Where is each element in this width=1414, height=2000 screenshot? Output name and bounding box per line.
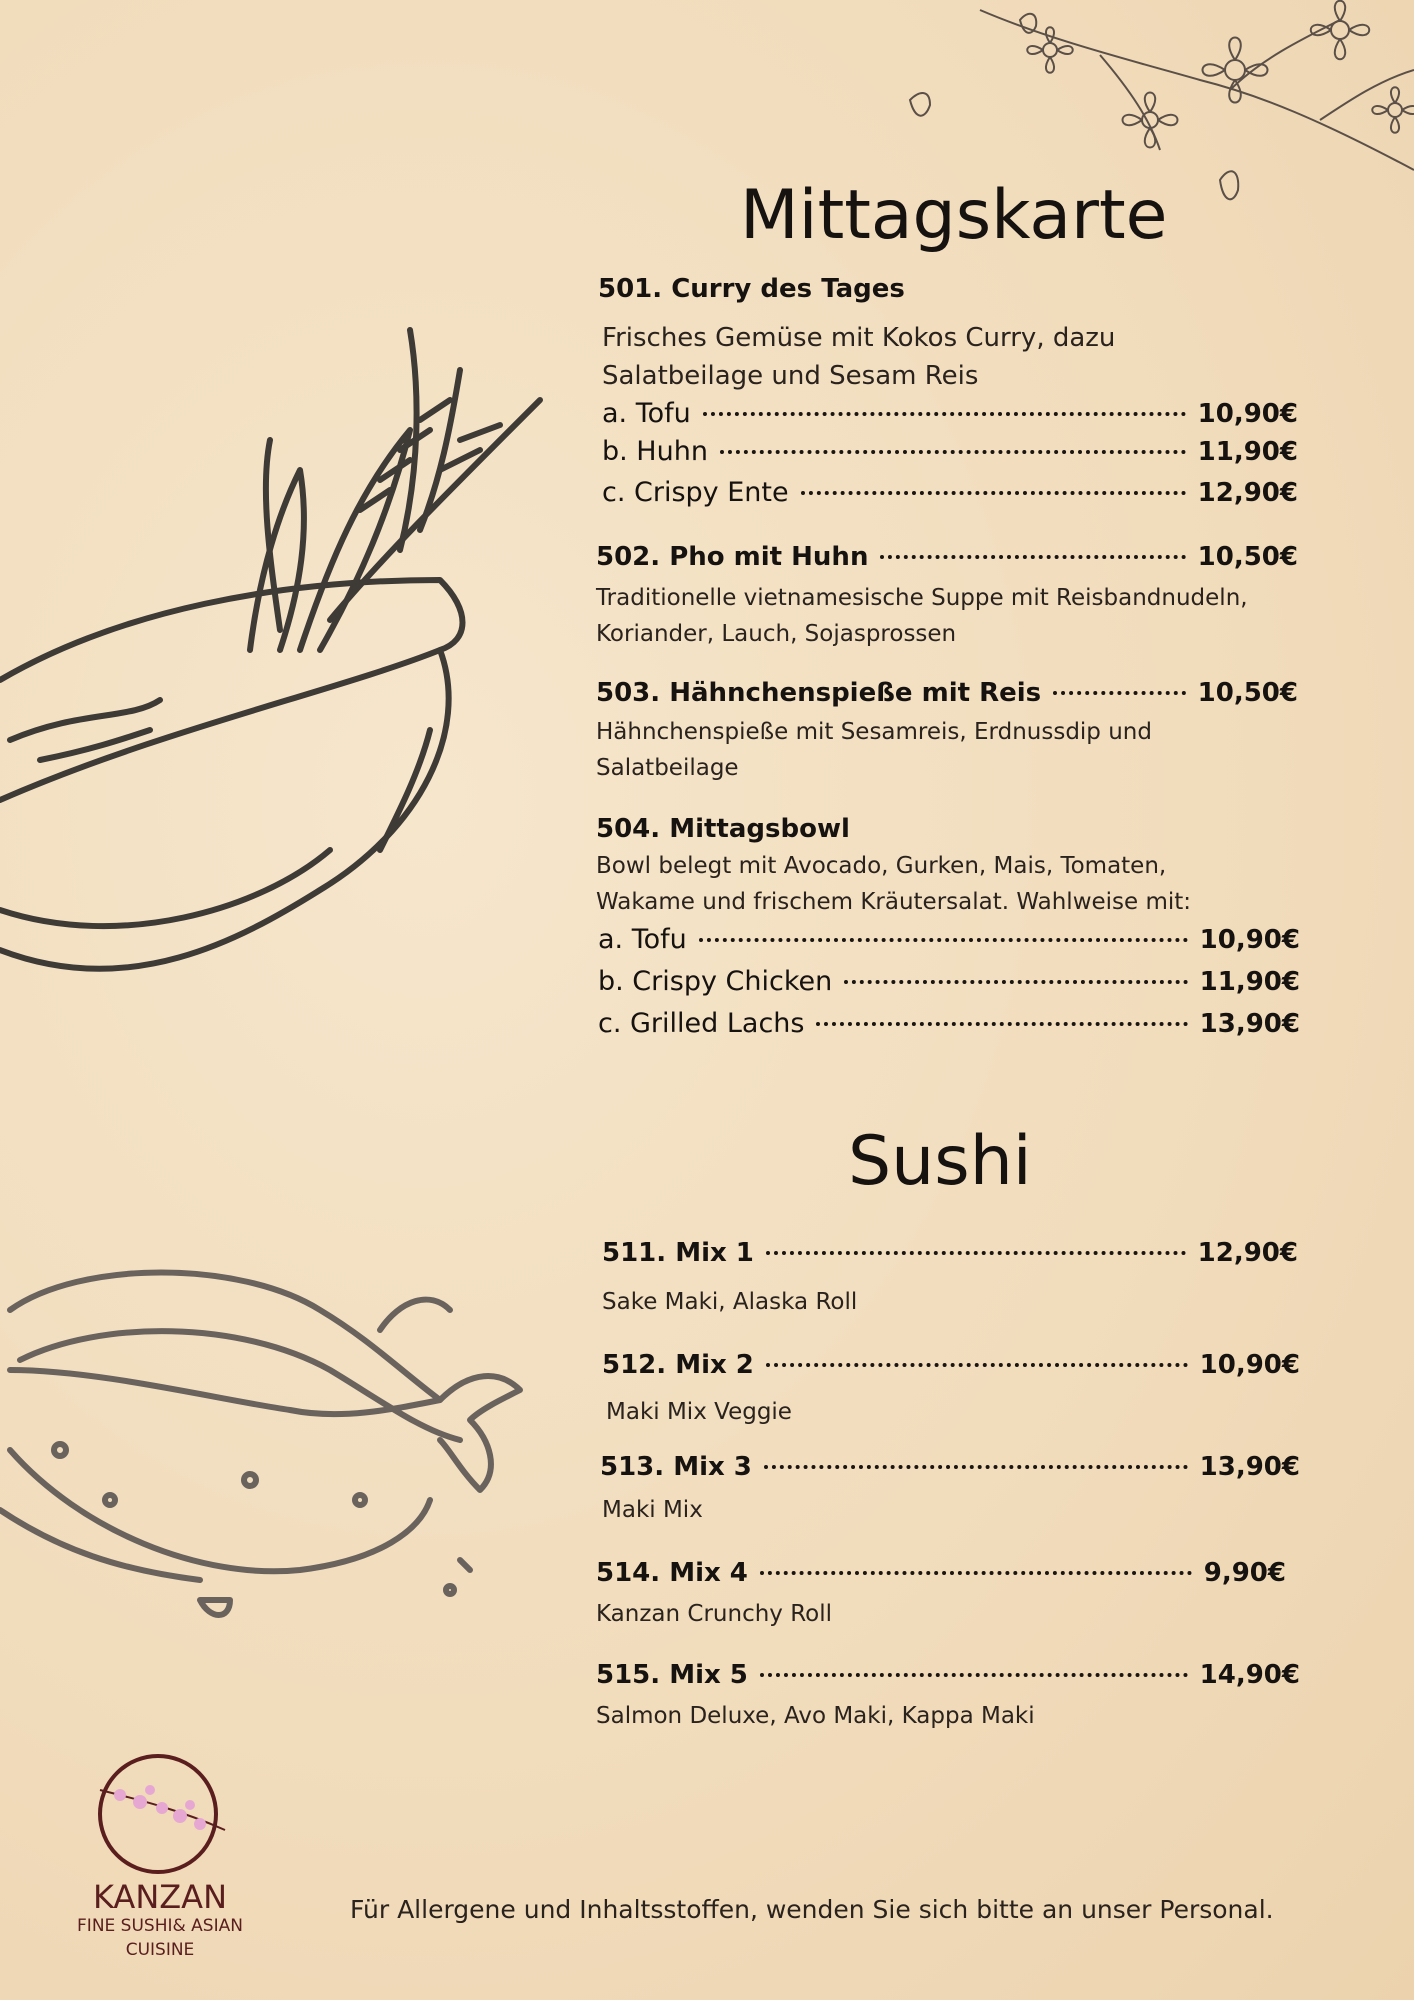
menu-item-title: 511. Mix 1 <box>602 1238 754 1268</box>
menu-item-title: 502. Pho mit Huhn <box>596 542 869 572</box>
option-price: 12,90€ <box>1197 478 1298 508</box>
menu-option <box>602 436 1298 467</box>
option-price: 10,90€ <box>1199 925 1300 955</box>
menu-item-price: 10,90€ <box>1199 1350 1300 1380</box>
menu-item-desc: Sake Maki, Alaska Roll <box>602 1289 858 1315</box>
menu-item-desc: Salmon Deluxe, Avo Maki, Kappa Maki <box>596 1703 1035 1729</box>
section-title-sushi: Sushi <box>848 1122 1032 1201</box>
menu-item-title: 513. Mix 3 <box>600 1452 752 1482</box>
menu-item-desc: Traditionelle vietnamesische Suppe mit Reisbandnudeln, Koriander, Lauch, Sojasprossen <box>596 585 1248 647</box>
option-price: 13,90€ <box>1199 1009 1300 1039</box>
menu-option <box>602 477 1298 508</box>
menu-item-price: 14,90€ <box>1199 1660 1300 1690</box>
menu-option <box>598 966 1300 997</box>
option-label: a. Tofu <box>598 924 687 955</box>
menu-item-desc: Maki Mix <box>602 1497 703 1523</box>
menu-item-desc: Bowl belegt mit Avocado, Gurken, Mais, Tomaten, Wakame und frischem Kräutersalat. Wahlweise mit: <box>596 853 1192 915</box>
menu-item-price: 13,90€ <box>1199 1452 1300 1482</box>
menu-item-desc: Kanzan Crunchy Roll <box>596 1601 833 1627</box>
option-label: a. Tofu <box>602 398 691 429</box>
menu-option <box>598 1008 1300 1039</box>
menu-item <box>602 1238 1298 1268</box>
sushi-sketch-icon <box>0 1250 560 1650</box>
option-label: b. Crispy Chicken <box>598 966 833 997</box>
menu-item-title: 512. Mix 2 <box>602 1350 754 1380</box>
brand-tagline: FINE SUSHI& ASIAN CUISINE <box>77 1916 243 1960</box>
menu-item-price: 12,90€ <box>1197 1238 1298 1268</box>
menu-item-price: 9,90€ <box>1203 1558 1286 1588</box>
page-title: Mittagskarte <box>740 176 1168 255</box>
option-price: 11,90€ <box>1197 437 1298 467</box>
menu-item <box>596 542 1298 572</box>
option-label: c. Grilled Lachs <box>598 1008 805 1039</box>
menu-item-desc: Hähnchenspieße mit Sesamreis, Erdnussdip und Salatbeilage <box>596 719 1152 781</box>
menu-item <box>600 1452 1300 1482</box>
menu-item <box>596 1558 1286 1588</box>
menu-item-title: 503. Hähnchenspieße mit Reis <box>596 678 1042 708</box>
brand-name: KANZAN <box>93 1878 227 1916</box>
allergen-note: Für Allergene und Inhaltsstoffen, wenden Sie sich bitte an unser Personal. <box>350 1895 1274 1924</box>
menu-item-price: 10,50€ <box>1197 542 1298 572</box>
menu-item-title: 515. Mix 5 <box>596 1660 748 1690</box>
logo-emblem-icon <box>90 1750 230 1880</box>
menu-option <box>598 924 1300 955</box>
menu-item-desc: Frisches Gemüse mit Kokos Curry, dazu Salatbeilage und Sesam Reis <box>602 323 1116 391</box>
option-price: 11,90€ <box>1199 967 1300 997</box>
menu-item <box>596 1660 1300 1690</box>
menu-item-title: 514. Mix 4 <box>596 1558 748 1588</box>
menu-option <box>602 398 1298 429</box>
bowl-sketch-icon <box>0 310 560 1020</box>
menu-item-price: 10,50€ <box>1197 678 1298 708</box>
menu-item-desc: Maki Mix Veggie <box>606 1399 792 1425</box>
menu-item-title: 501. Curry des Tages <box>598 274 905 304</box>
option-price: 10,90€ <box>1197 399 1298 429</box>
option-label: c. Crispy Ente <box>602 477 789 508</box>
menu-item <box>602 1350 1300 1380</box>
menu-item-title: 504. Mittagsbowl <box>596 814 850 844</box>
menu-item <box>596 678 1298 708</box>
option-label: b. Huhn <box>602 436 708 467</box>
